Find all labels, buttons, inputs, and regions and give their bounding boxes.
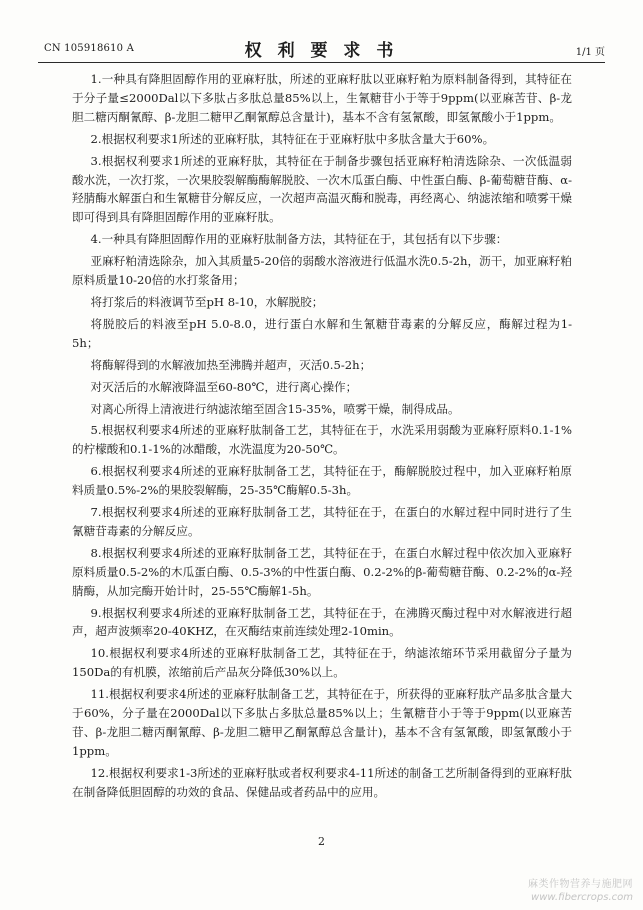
- claim-3: 3.根据权利要求1所述的亚麻籽肽，其特征在于制备步骤包括亚麻籽粕清选除杂、一次低温弱酸水洗，一次打浆，一次果胶裂解酶酶解脱胶、一次木瓜蛋白酶、中性蛋白酶、β-葡萄糖苷酶、α-羟腈酶水解蛋白和生氰糖苷分解反应，一次超声高温灭酶和脱毒，再经离心、纳滤浓缩和喷雾干燥即可得到具有降胆固醇作用的亚麻籽肽。: [72, 153, 572, 225]
- claim-6: 6.根据权利要求4所述的亚麻籽肽制备工艺，其特征在于，酶解脱胶过程中，加入亚麻籽粕原料质量0.5%-2%的果胶裂解酶，25-35℃酶解0.5-3h。: [72, 464, 572, 498]
- claim-11: 11.根据权利要求4所述的亚麻籽肽制备工艺，其特征在于，所获得的亚麻籽肽产品多肽含量大于60%，分子量在2000Dal以下多肽占多肽总量85%以上；生氰糖苷小于等于9ppm(以亚麻苦苷、β-龙胆二糖丙酮氰醇、β-龙胆二糖甲乙酮氰醇总含量计)，基本不含有氢氰酸，即氢氰酸小于1ppm。: [72, 687, 572, 758]
- claim-4: 4.一种具有降胆固醇作用的亚麻籽肽制备方法，其特征在于，其包括有以下步骤：: [90, 232, 508, 247]
- claim-4-step-1: 亚麻籽粕清选除杂，加入其质量5-20倍的弱酸水溶液进行低温水洗0.5-2h，沥干，加亚麻籽粕原料质量10-20倍的水打浆备用；: [72, 254, 572, 288]
- claim-2: 2.根据权利要求1所述的亚麻籽肽，其特征在于亚麻籽肽中多肽含量大于60%。: [90, 131, 495, 146]
- claim-4-step-5: 对灭活后的水解液降温至60-80℃，进行离心操作；: [90, 379, 358, 394]
- claim-7: 7.根据权利要求4所述的亚麻籽肽制备工艺，其特征在于，在蛋白的水解过程中同时进行了生氰糖苷毒素的分解反应。: [72, 505, 572, 538]
- claim-8: 8.根据权利要求4所述的亚麻籽肽制备工艺，其特征在于，在蛋白水解过程中依次加入亚麻籽原料质量0.5-2%的木瓜蛋白酶、0.5-3%的中性蛋白酶、0.2-2%的β-葡萄糖苷酶、0.2-2%的α-羟腈酶，从加完酶开始计时，25-55℃酶解1-5h。: [72, 545, 572, 598]
- page-number: 2: [318, 835, 325, 848]
- claim-4-step-3: 将脱胶后的料液至pH 5.0-8.0，进行蛋白水解和生氰糖苷毒素的分解反应，酶解过程为1-5h；: [72, 316, 572, 350]
- claim-4-step-2: 将打浆后的料液调节至pH 8-10，水解脱胶；: [90, 294, 324, 309]
- header-rule: [38, 62, 605, 63]
- claim-9: 9.根据权利要求4所述的亚麻籽肽制备工艺，其特征在于，在沸腾灭酶过程中对水解液进行超声，超声波频率20-40KHZ，在灭酶结束前连续处理2-10min。: [72, 605, 572, 639]
- watermark-url: www.fibercrops.com: [531, 892, 633, 903]
- claim-10: 10.根据权利要求4所述的亚麻籽肽制备工艺，其特征在于，纳滤浓缩环节采用截留分子量为150Da的有机膜，浓缩前后产品灰分降低30%以上。: [72, 646, 572, 680]
- publication-number: CN 105918610 A: [44, 43, 135, 54]
- document-title: 权 利 要 求 书: [244, 41, 399, 61]
- page-indicator: 1/1 页: [575, 47, 605, 58]
- claim-12: 12.根据权利要求1-3所述的亚麻籽肽或者权利要求4-11所述的制备工艺所制备得到的亚麻籽肽在制备降低胆固醇的功效的食品、保健品或者药品中的应用。: [72, 765, 572, 799]
- claim-1: 1.一种具有降胆固醇作用的亚麻籽肽，所述的亚麻籽肽以亚麻籽粕为原料制备得到，其特征在于分子量≤2000Dal以下多肽占多肽总量85%以上，生氰糖苷小于等于9ppm(以亚麻苦苷、β-龙胆二糖丙酮氰醇、β-龙胆二糖甲乙酮氰醇总含量计)，基本不含有氢氰酸，即氢氰酸小于1ppm。: [72, 72, 572, 124]
- claims-body: [72, 70, 572, 805]
- page-header: [38, 34, 605, 60]
- watermark: [528, 878, 633, 904]
- claim-4-step-4: 将酶解得到的水解液加热至沸腾并超声，灭活0.5-2h；: [90, 357, 372, 372]
- watermark-text: 麻类作物营养与施肥网: [528, 879, 633, 890]
- claim-5: 5.根据权利要求4所述的亚麻籽肽制备工艺，其特征在于，水洗采用弱酸为亚麻籽原料0.1-1%的柠檬酸和0.1-1%的冰醋酸，水洗温度为20-50℃。: [72, 423, 572, 457]
- claim-4-step-6: 对离心所得上清液进行纳滤浓缩至固含15-35%，喷雾干燥，制得成品。: [90, 401, 460, 416]
